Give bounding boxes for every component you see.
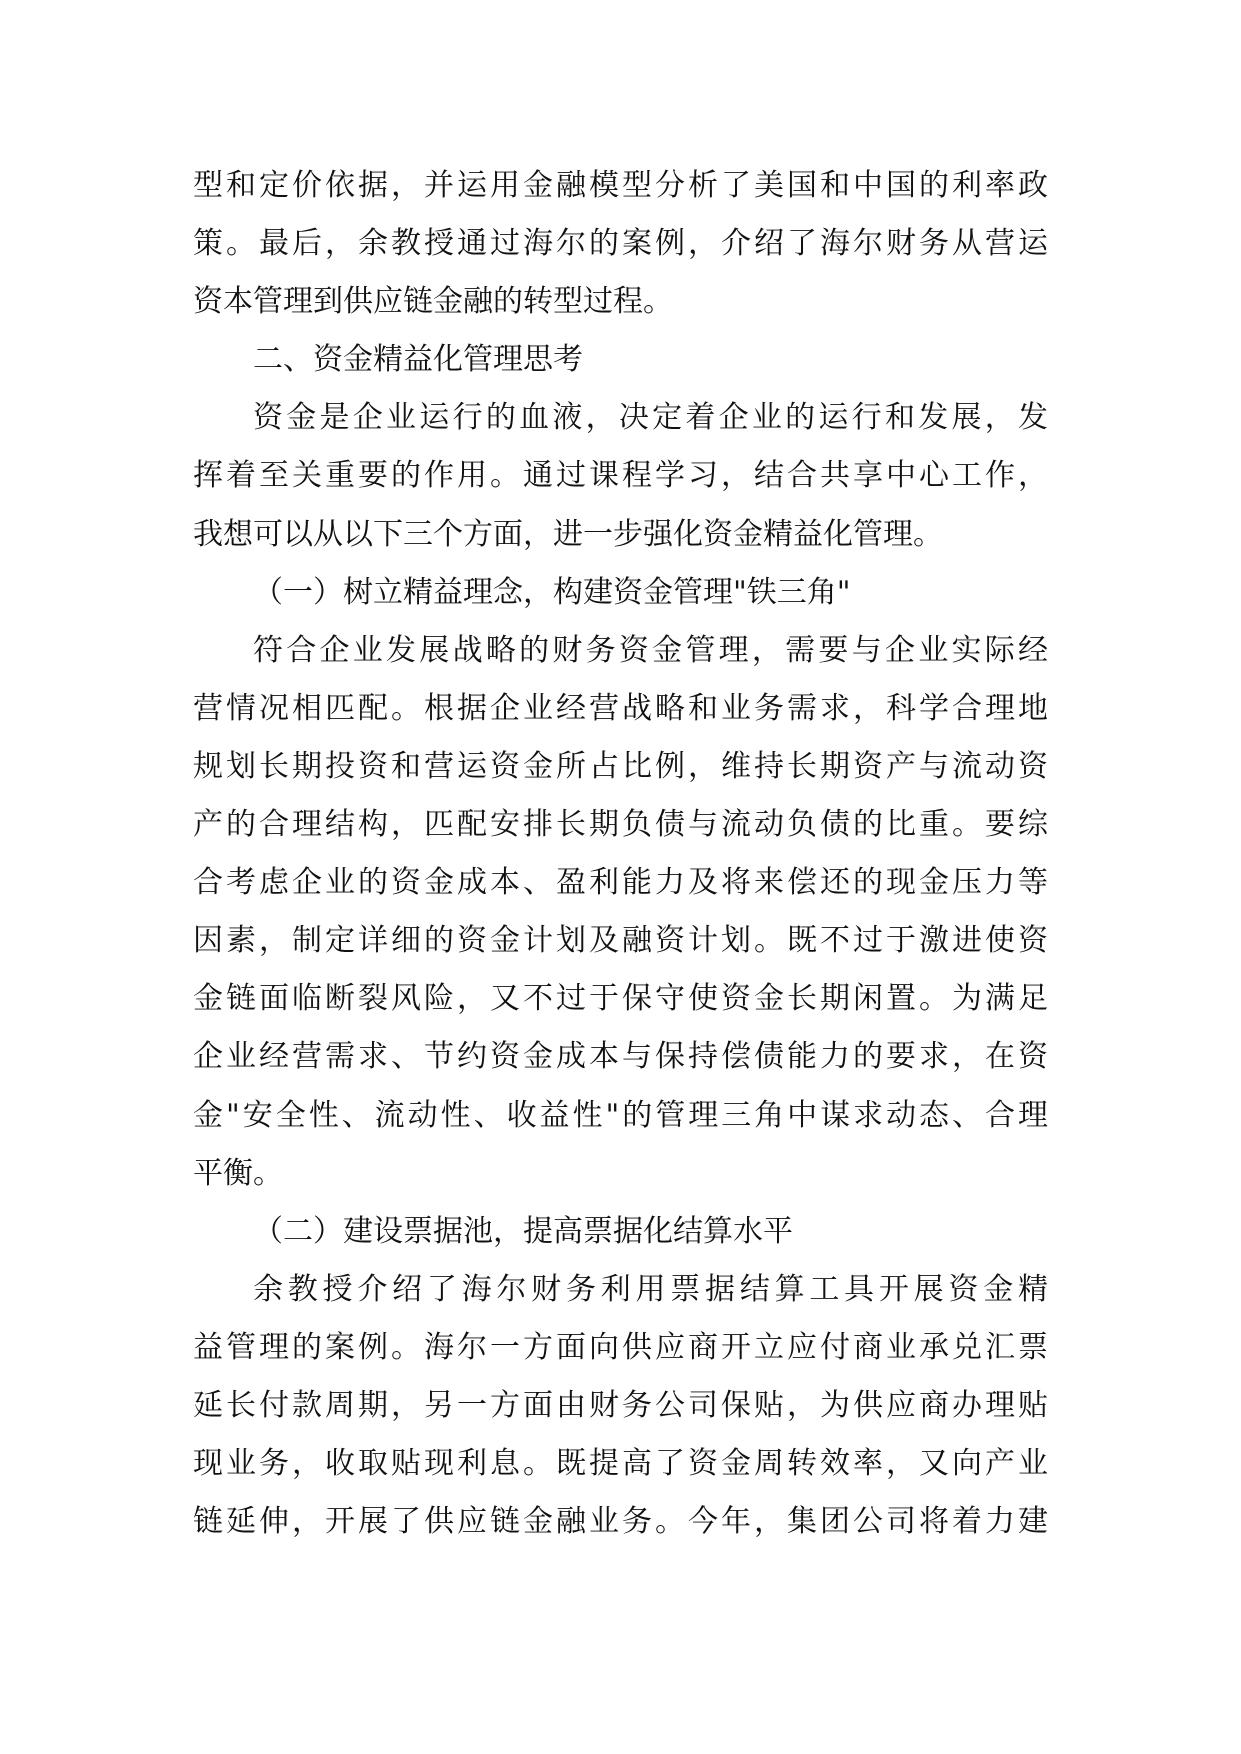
text-line: 益管理的案例。海尔一方面向供应商开立应付商业承兑汇票 xyxy=(193,1329,1048,1365)
text-line: 我想可以从以下三个方面，进一步强化资金精益化管理。 xyxy=(193,516,943,552)
text-line: 余教授介绍了海尔财务利用票据结算工具开展资金精 xyxy=(253,1271,1048,1307)
text-line: 符合企业发展战略的财务资金管理，需要与企业实际经 xyxy=(253,632,1048,668)
text-line: 现业务，收取贴现利息。既提高了资金周转效率，又向产业 xyxy=(193,1446,1048,1482)
section-heading: 二、资金精益化管理思考 xyxy=(253,342,583,378)
text-line: 金"安全性、流动性、收益性"的管理三角中谋求动态、合理 xyxy=(193,1097,1048,1133)
text-line: 链延伸，开展了供应链金融业务。今年，集团公司将着力建 xyxy=(193,1504,1048,1540)
document-body xyxy=(193,157,1048,1551)
text-line: 策。最后，余教授通过海尔的案例，介绍了海尔财务从营运 xyxy=(193,226,1048,262)
text-line: 资金是企业运行的血液，决定着企业的运行和发展，发 xyxy=(253,400,1048,436)
text-line: 型和定价依据，并运用金融模型分析了美国和中国的利率政 xyxy=(193,168,1048,203)
subsection-heading: （一）树立精益理念，构建资金管理"铁三角" xyxy=(253,574,851,610)
text-line: 营情况相匹配。根据企业经营战略和业务需求，科学合理地 xyxy=(193,690,1048,726)
text-line: 金链面临断裂风险，又不过于保守使资金长期闲置。为满足 xyxy=(193,981,1048,1017)
text-line: 产的合理结构，匹配安排长期负债与流动负债的比重。要综 xyxy=(193,807,1048,843)
text-line: 挥着至关重要的作用。通过课程学习，结合共享中心工作， xyxy=(193,458,1048,494)
text-line: 平衡。 xyxy=(193,1155,283,1191)
text-line: 规划长期投资和营运资金所占比例，维持长期资产与流动资 xyxy=(193,748,1048,784)
text-line: 企业经营需求、节约资金成本与保持偿债能力的要求，在资 xyxy=(193,1039,1048,1075)
text-line: 合考虑企业的资金成本、盈利能力及将来偿还的现金压力等 xyxy=(193,865,1048,901)
text-line: 因素，制定详细的资金计划及融资计划。既不过于激进使资 xyxy=(193,923,1048,959)
subsection-heading: （二）建设票据池，提高票据化结算水平 xyxy=(253,1213,793,1249)
text-line: 延长付款周期，另一方面由财务公司保贴，为供应商办理贴 xyxy=(193,1387,1048,1423)
text-line: 资本管理到供应链金融的转型过程。 xyxy=(193,284,673,320)
